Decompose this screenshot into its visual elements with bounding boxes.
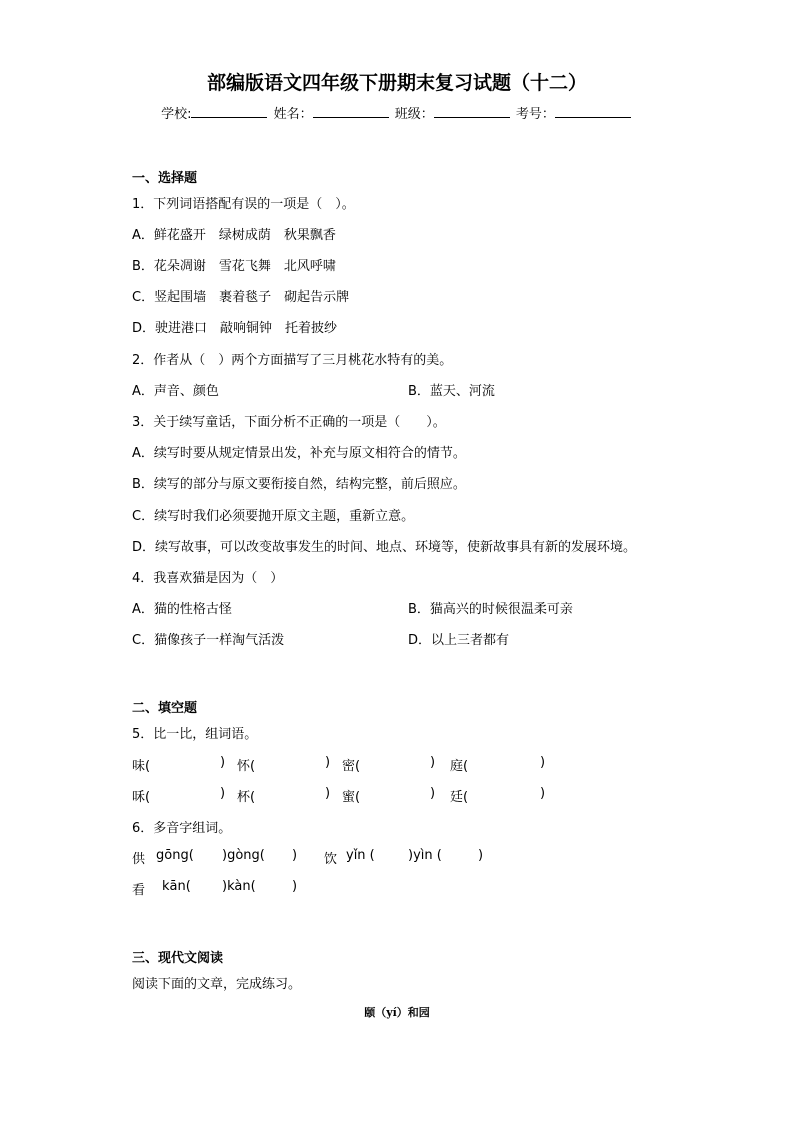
q2-option-b: B．蓝天、河流 xyxy=(408,384,495,399)
q5-r1-c1: ) xyxy=(220,755,226,770)
passage-title: 颐（yí）和园 xyxy=(364,1006,430,1019)
q4-option-a: A．猫的性格古怪 xyxy=(132,602,232,617)
q5-r1-c3: ) xyxy=(430,755,436,770)
q1-stem: 1．下列词语搭配有误的一项是（ ）。 xyxy=(132,197,355,212)
q5-r2-c2: ) xyxy=(325,786,331,801)
q1-option-a: A．鲜花盛开 绿树成荫 秋果飘香 xyxy=(132,228,336,243)
q1-option-c: C．竖起围墙 裹着毯子 砌起告示牌 xyxy=(132,290,350,305)
number-blank[interactable] xyxy=(555,104,631,118)
q4-option-d: D．以上三者都有 xyxy=(408,633,510,648)
q4-option-c: C．猫像孩子一样淘气活泼 xyxy=(132,633,285,648)
q6-r1-p3: yǐn ( xyxy=(346,848,375,863)
q3-option-a: A．续写时要从规定情景出发，补充与原文相符合的情节。 xyxy=(132,446,466,461)
q5-r2-w1: 咊( xyxy=(132,790,151,805)
q5-r1-w2: 怀( xyxy=(237,759,256,774)
q2-option-a: A．声音、颜色 xyxy=(132,384,219,399)
q5-r2-w2: 杯( xyxy=(237,790,256,805)
q3-option-b: B．续写的部分与原文要衔接自然，结构完整，前后照应。 xyxy=(132,477,466,492)
school-blank[interactable] xyxy=(191,104,267,118)
section-heading-fill: 二、填空题 xyxy=(132,701,198,716)
q6-r1-p4: )yìn ( xyxy=(408,848,442,863)
q5-r1-w3: 密( xyxy=(342,759,361,774)
q4-option-b: B．猫高兴的时候很温柔可亲 xyxy=(408,602,573,617)
section-heading-choice: 一、选择题 xyxy=(132,171,198,186)
q2-stem: 2．作者从（ ）两个方面描写了三月桃花水特有的美。 xyxy=(132,353,453,368)
class-label: 班级： xyxy=(394,107,434,122)
q6-r2-char1: 看 xyxy=(132,883,146,898)
q1-option-d: D．驶进港口 敲响铜钟 托着披纱 xyxy=(132,321,338,336)
name-blank[interactable] xyxy=(313,104,389,118)
q6-stem: 6．多音字组词。 xyxy=(132,821,232,836)
q5-r1-w4: 庭( xyxy=(450,759,469,774)
q5-r2-c1: ) xyxy=(220,786,226,801)
q5-r1-c2: ) xyxy=(325,755,331,770)
q6-r1-p2: )gòng( xyxy=(222,848,265,863)
q6-r1-c4: ) xyxy=(478,848,484,863)
q5-r2-w3: 蜜( xyxy=(342,790,361,805)
name-label: 姓名： xyxy=(273,107,313,122)
q5-r2-w4: 廷( xyxy=(450,790,469,805)
q6-r2-p2: )kàn( xyxy=(222,879,256,894)
section-heading-reading: 三、现代文阅读 xyxy=(132,951,224,966)
q5-r1-w1: 味( xyxy=(132,759,151,774)
student-info-line xyxy=(0,103,794,122)
q3-stem: 3．关于续写童话，下面分析不正确的一项是（ ）。 xyxy=(132,415,446,430)
q6-r2-c2: ) xyxy=(292,879,298,894)
q4-stem: 4．我喜欢猫是因为（ ） xyxy=(132,571,284,586)
q3-option-d: D．续写故事，可以改变故事发生的时间、地点、环境等，使新故事具有新的发展环境。 xyxy=(132,540,637,555)
q6-r1-c2: ) xyxy=(292,848,298,863)
q6-r1-p1: gōng( xyxy=(156,848,194,863)
class-blank[interactable] xyxy=(434,104,510,118)
q7-intro: 阅读下面的文章，完成练习。 xyxy=(132,977,302,992)
q3-option-c: C．续写时我们必须要抛开原文主题，重新立意。 xyxy=(132,509,415,524)
q6-r2-p1: kān( xyxy=(162,879,191,894)
q6-r1-char1: 供 xyxy=(132,852,146,867)
q6-r1-char2: 饮 xyxy=(324,852,338,867)
number-label: 考号： xyxy=(515,107,555,122)
q5-r1-c4: ) xyxy=(540,755,546,770)
q5-r2-c3: ) xyxy=(430,786,436,801)
q5-stem: 5．比一比，组词语。 xyxy=(132,727,258,742)
q1-option-b: B．花朵凋谢 雪花飞舞 北风呼啸 xyxy=(132,259,336,274)
school-label: 学校: xyxy=(161,107,192,122)
page-title: 部编版语文四年级下册期末复习试题（十二） xyxy=(206,72,587,94)
q5-r2-c4: ) xyxy=(540,786,546,801)
